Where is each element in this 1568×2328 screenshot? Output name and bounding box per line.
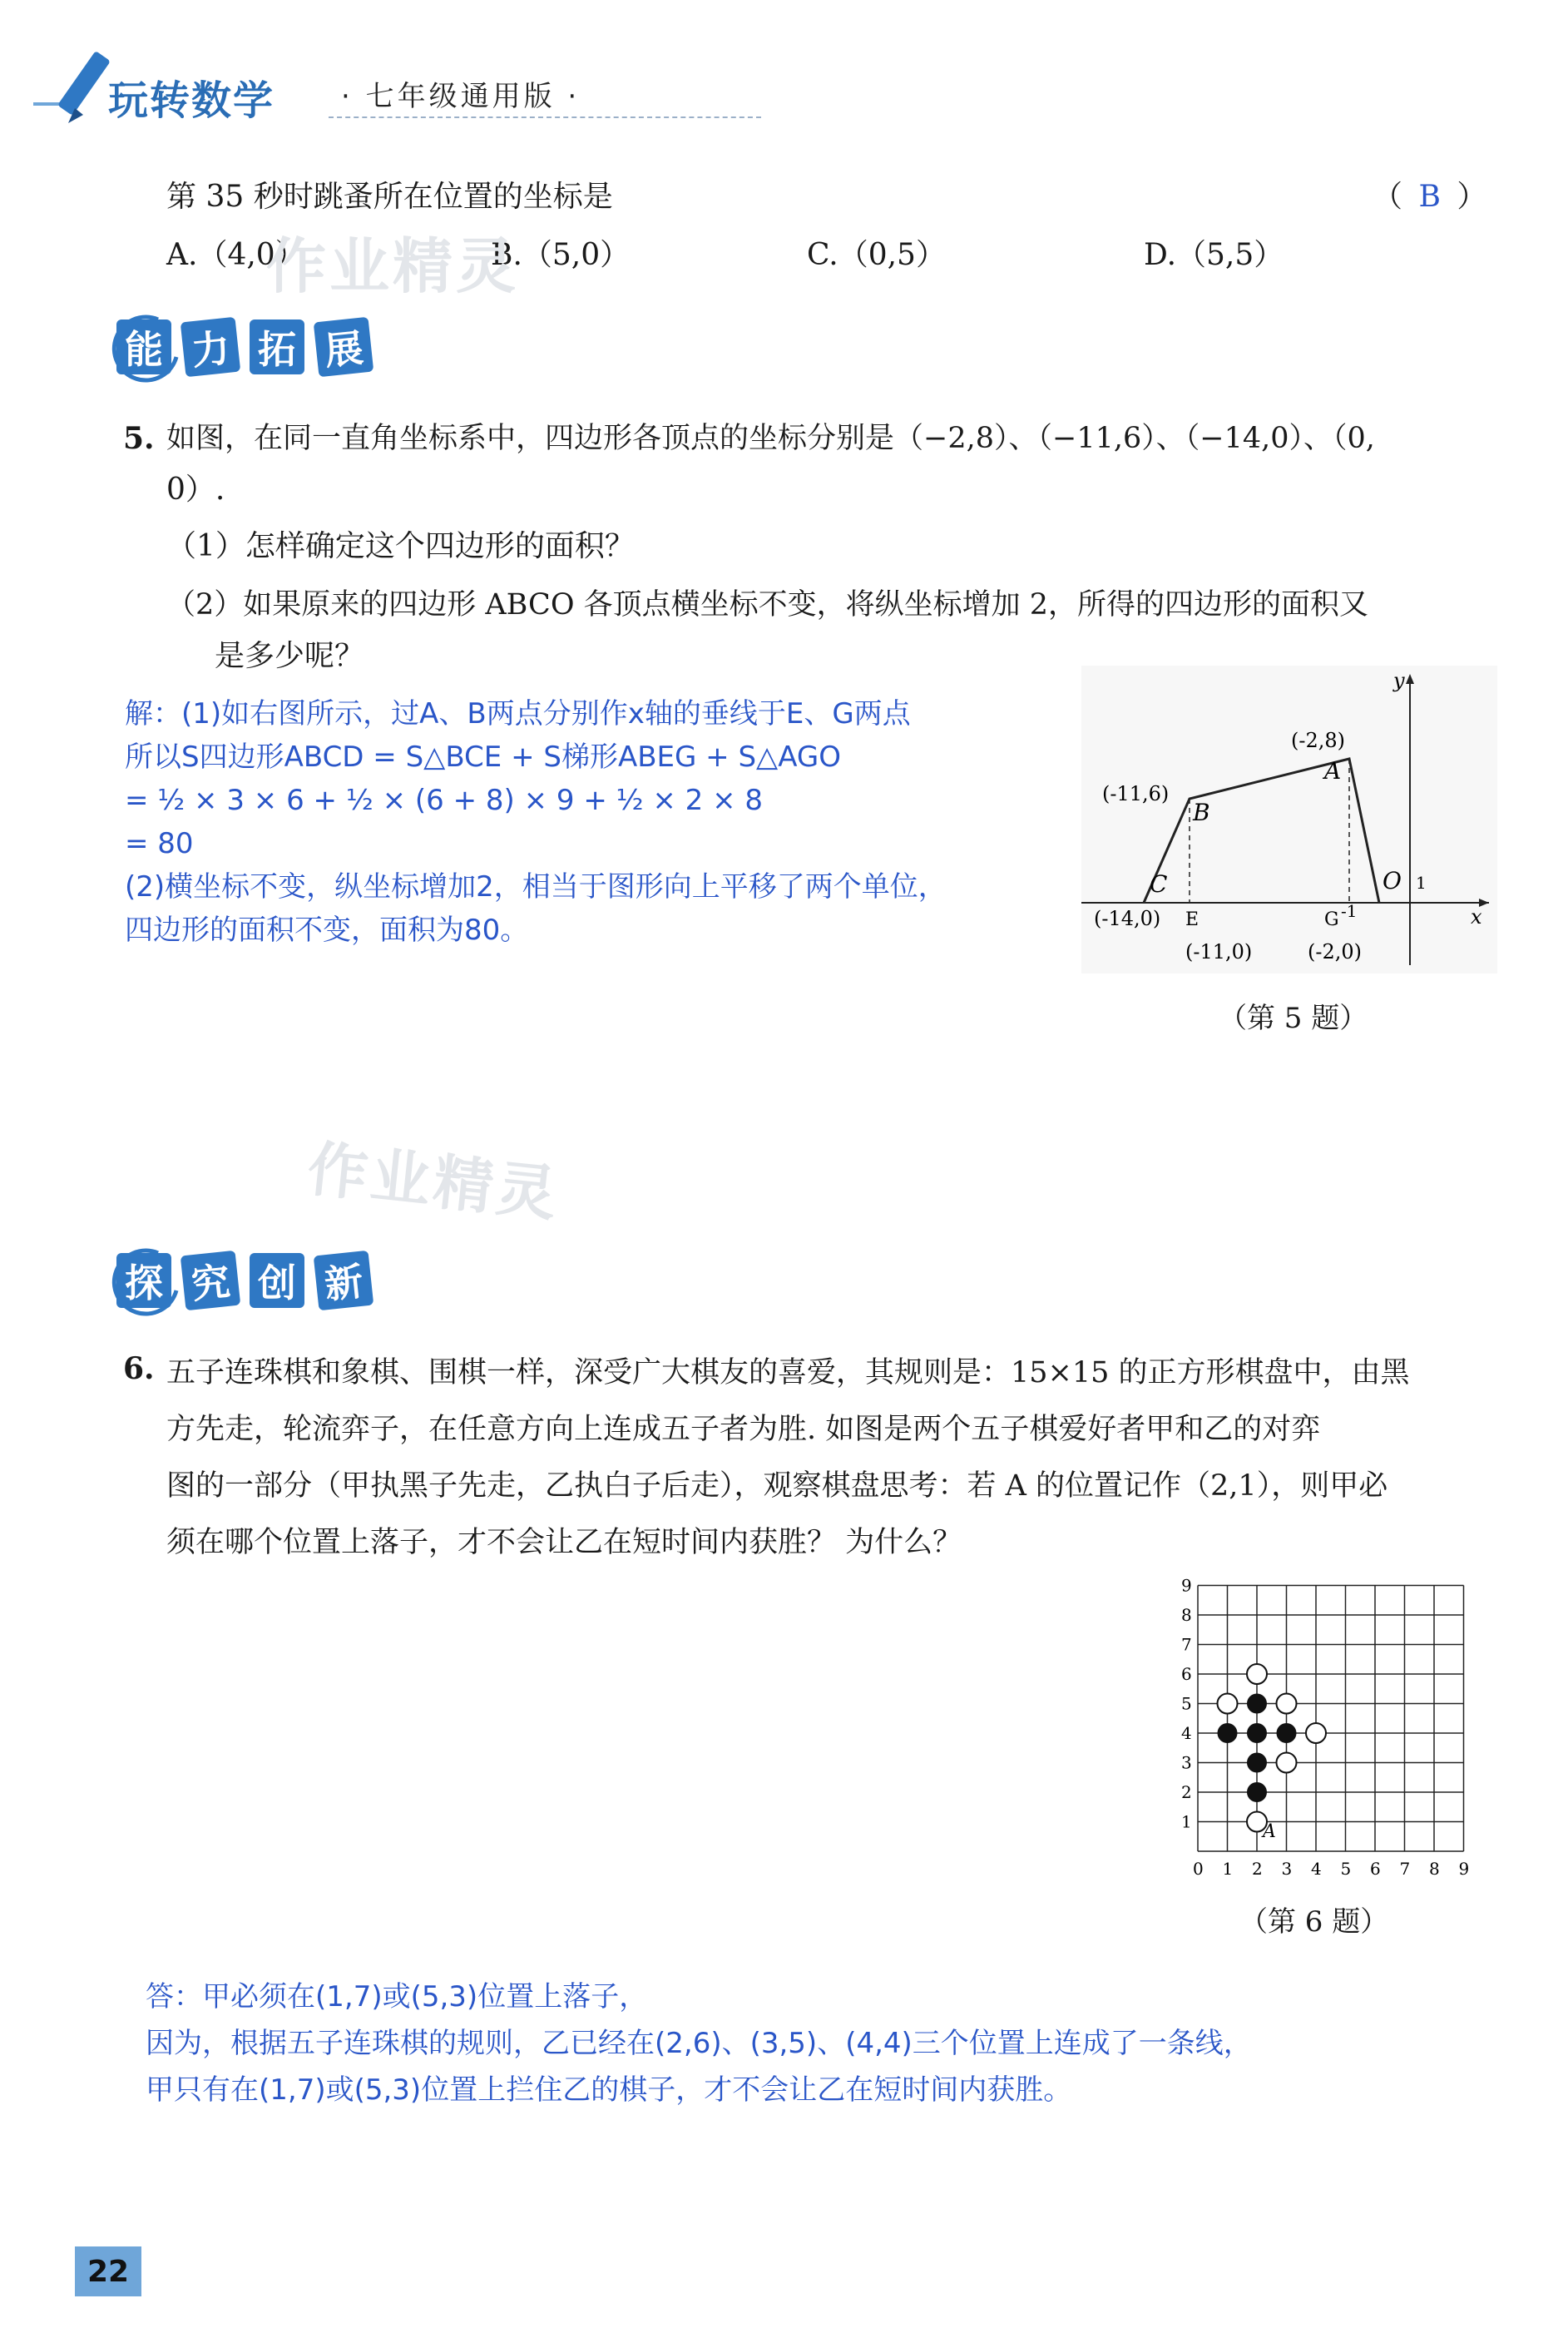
q5-label-b: B — [1193, 799, 1210, 826]
board-y-tick-label: 2 — [1181, 1782, 1192, 1802]
board-x-tick-label: 7 — [1399, 1859, 1411, 1879]
section2-char-4: 新 — [314, 1251, 374, 1311]
board-x-tick-label: 1 — [1222, 1859, 1234, 1879]
q4-answer: B — [1418, 180, 1441, 214]
board-y-tick-label: 9 — [1181, 1575, 1192, 1596]
q5-stem-line2: 0）. — [166, 473, 225, 507]
black-stone — [1218, 1723, 1238, 1743]
q4-option-a: A.（4,0） — [166, 238, 305, 272]
white-stone — [1247, 1664, 1267, 1684]
q5-label-g: G — [1324, 909, 1339, 930]
q5-part2-line1: （2）如果原来的四边形 ABCO 各顶点横坐标不变，将纵坐标增加 2，所得的四边形的面积又 — [166, 588, 1369, 622]
board-x-tick-label: 5 — [1340, 1859, 1352, 1879]
q4-answer-bracket — [1373, 173, 1486, 221]
q5-stem-line1: 如图，在同一直角坐标系中，四边形各顶点的坐标分别是（−2,8）、（−11,6）、（−14,0）、（0, — [166, 422, 1375, 455]
section2-char-1: 探 — [116, 1253, 171, 1308]
board-y-tick-label: 6 — [1181, 1664, 1192, 1684]
section1-char-2: 力 — [181, 317, 241, 378]
q5-coord-g: (-2,0) — [1308, 940, 1363, 963]
q5-solution-line: 四边形的面积不变，面积为80。 — [125, 914, 529, 947]
book-title: 玩转数学 — [108, 77, 275, 124]
board-y-tick-label: 1 — [1181, 1811, 1192, 1832]
q5-solution-line: (2)横坐标不变，纵坐标增加2，相当于图形向上平移了两个单位， — [125, 870, 947, 904]
q6-stem — [166, 1345, 1410, 1571]
section2-char-3: 创 — [250, 1253, 304, 1308]
q6-label-a: A — [1263, 1821, 1276, 1842]
q5-figure — [1081, 666, 1497, 973]
q5-label-y: y — [1393, 669, 1405, 692]
q4-option-d: D.（5,5） — [1144, 238, 1284, 272]
q6-answer-line: 甲只有在(1,7)或(5,3)位置上拦住乙的棋子，才不会让乙在短时间内获胜。 — [146, 2073, 1072, 2107]
q4-answer-open: （ — [1373, 180, 1403, 214]
q5-coord-b: (-11,6) — [1102, 782, 1170, 805]
q6-answer-line: 因为，根据五子连珠棋的规则，乙已经在(2,6)、(3,5)、(4,4)三个位置上连成了一条线， — [146, 2027, 1252, 2060]
q6-stem-line: 方先走，轮流弈子，在任意方向上连成五子者为胜. 如图是两个五子棋爱好者甲和乙的对弈 — [166, 1413, 1321, 1446]
header-divider — [329, 116, 761, 118]
q4-option-c: C.（0,5） — [807, 238, 946, 272]
watermark: 作业精灵 — [304, 1133, 563, 1230]
q5-label-c: C — [1150, 870, 1168, 898]
q6-figure-caption: （第 6 题） — [1239, 1905, 1389, 1939]
board-x-tick-label: 9 — [1458, 1859, 1470, 1879]
section1-char-4: 展 — [314, 317, 374, 378]
q5-label-x: x — [1471, 905, 1482, 929]
black-stone — [1247, 1753, 1267, 1773]
section1-char-3: 拓 — [250, 319, 304, 374]
board-x-tick-label: 2 — [1252, 1859, 1263, 1879]
black-stone — [1277, 1723, 1297, 1743]
q6-stem-line: 五子连珠棋和象棋、围棋一样，深受广大棋友的喜爱，其规则是：15×15 的正方形棋盘中，由黑 — [166, 1356, 1410, 1389]
q5-label-e: E — [1185, 909, 1199, 930]
board-x-tick-label: 8 — [1429, 1859, 1440, 1879]
q5-figure-caption: （第 5 题） — [1219, 1002, 1368, 1035]
board-y-tick-label: 4 — [1181, 1723, 1192, 1743]
q6-go-board — [1165, 1573, 1481, 1880]
board-y-tick-label: 7 — [1181, 1634, 1192, 1655]
section-explore-badge — [116, 1253, 371, 1308]
black-stone — [1247, 1723, 1267, 1743]
q5-label-o: O — [1383, 867, 1402, 894]
q5-tick-neg: -1 — [1341, 901, 1358, 921]
board-y-tick-label: 5 — [1181, 1693, 1192, 1714]
board-x-tick-label: 3 — [1281, 1859, 1293, 1879]
q6-stem-line: 须在哪个位置上落子，才不会让乙在短时间内获胜？ 为什么？ — [166, 1526, 962, 1559]
q5-coord-a: (-2,8) — [1291, 729, 1346, 752]
q5-part2-line2: 是多少呢？ — [215, 639, 365, 673]
board-x-tick-label: 0 — [1193, 1859, 1204, 1879]
q4-stem: 第 35 秒时跳蚤所在位置的坐标是 — [166, 180, 613, 214]
board-x-tick-label: 6 — [1370, 1859, 1381, 1879]
q5-number: 5. — [123, 421, 155, 456]
q5-solution-line: = 80 — [125, 827, 194, 860]
q4-answer-close: ） — [1457, 180, 1487, 214]
section-swirl-icon — [108, 1245, 183, 1320]
q6-answer-line: 答：甲必须在(1,7)或(5,3)位置上落子， — [146, 1980, 648, 2013]
board-y-tick-label: 8 — [1181, 1605, 1192, 1625]
black-stone — [1247, 1694, 1267, 1714]
q5-part1: （1）怎样确定这个四边形的面积？ — [166, 529, 635, 563]
page-number: 22 — [75, 2246, 141, 2296]
q5-solution-line: = ½ × 3 × 6 + ½ × (6 + 8) × 9 + ½ × 2 × 8 — [125, 784, 764, 817]
q4-option-b: B.（5,0） — [491, 238, 631, 272]
book-subtitle: · 七年级通用版 · — [341, 80, 581, 113]
section2-char-2: 究 — [181, 1251, 241, 1311]
board-x-tick-label: 4 — [1311, 1859, 1322, 1879]
q6-stem-line: 图的一部分（甲执黑子先走，乙执白子后走），观察棋盘思考：若 A 的位置记作（2,1），则甲必 — [166, 1469, 1388, 1503]
q6-number: 6. — [123, 1351, 155, 1386]
header — [17, 25, 765, 133]
q6-answer — [146, 1974, 1252, 2113]
q5-label-a: A — [1324, 757, 1342, 785]
white-stone — [1306, 1723, 1326, 1743]
white-stone — [1277, 1753, 1297, 1773]
q5-solution-line: 解：(1)如右图所示，过A、B两点分别作x轴的垂线于E、G两点 — [125, 697, 911, 731]
board-y-tick-label: 3 — [1181, 1752, 1192, 1773]
section-ability-badge — [116, 319, 371, 374]
section-swirl-icon — [108, 311, 183, 386]
section1-char-1: 能 — [116, 319, 171, 374]
q5-coord-c: (-14,0) — [1094, 907, 1161, 930]
white-stone — [1218, 1694, 1238, 1714]
black-stone — [1247, 1782, 1267, 1802]
q5-coord-e: (-11,0) — [1185, 940, 1253, 963]
q5-solution — [125, 692, 947, 952]
watermark: 作业精灵 — [266, 231, 520, 301]
white-stone — [1277, 1694, 1297, 1714]
q5-tick-pos: 1 — [1416, 873, 1427, 893]
q5-solution-line: 所以S四边形ABCD = S△BCE + S梯形ABEG + S△AGO — [125, 741, 841, 774]
